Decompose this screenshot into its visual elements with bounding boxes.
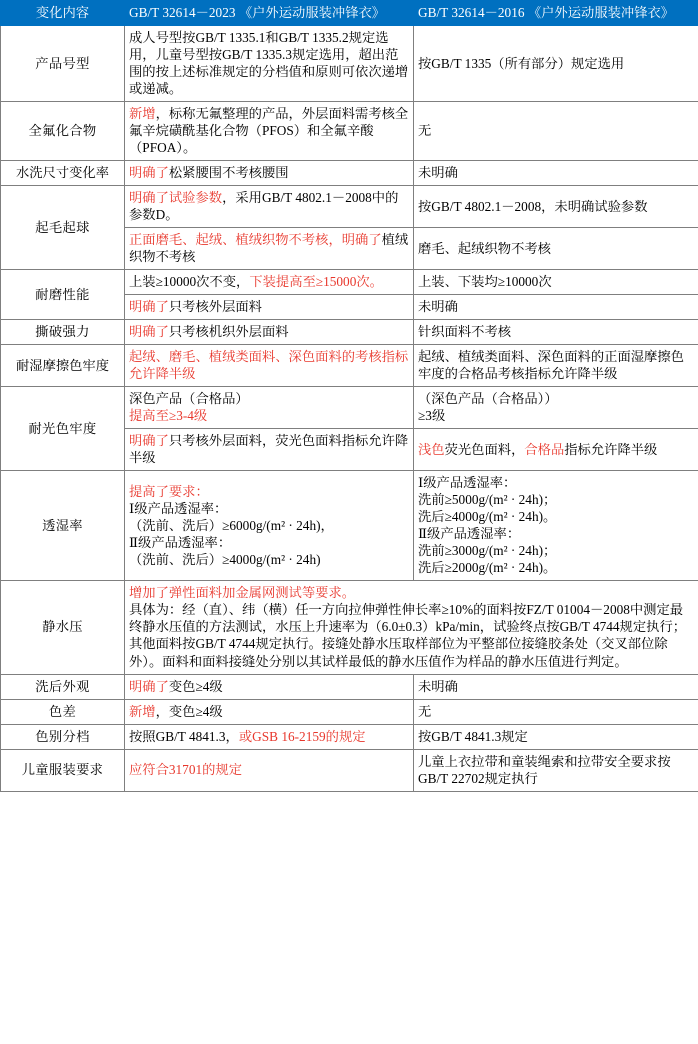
cell-text: 无 [418, 123, 432, 139]
cell-old-standard [414, 674, 698, 699]
cell-text: 按照GB/T 4841.3， [129, 728, 239, 744]
cell-text: ，采用GB/T 4802.1－2008中的参数D。 [129, 190, 399, 223]
table-row [1, 471, 698, 581]
cell-text: 洗前≥3000g/(m² · 24h)； [418, 543, 557, 559]
header-standard-2023: GB/T 32614－2023 《户外运动服装冲锋衣》 [125, 1, 414, 26]
cell-text: 未明确 [418, 165, 458, 181]
table-row [1, 387, 698, 429]
table-row [1, 320, 698, 345]
highlight-text: 提高至≥3-4级 [129, 408, 208, 424]
cell-text: 只考核外层面料 [168, 299, 262, 315]
highlight-text: 合格品 [524, 441, 565, 457]
cell-old-standard [414, 345, 698, 387]
cell-text: 洗后≥4000g/(m² · 24h)。 [418, 509, 557, 525]
cell-text: 深色产品（合格品） [129, 391, 249, 407]
cell-new-standard [125, 387, 414, 429]
table-row [1, 749, 698, 791]
highlight-text: 新增 [129, 106, 156, 122]
highlight-text: 正面磨毛、起绒、植绒织物不考核，明确了 [129, 232, 382, 248]
cell-text: 具体为：经（直）、纬（横）任一方向拉伸弹性伸长率≥10%的面料按FZ/T 01004－2008中测定最终静水压值的方法测试，水压上升速率为（6.0±0.3）kPa/min，试验终点按GB/T 4744规定执行；其他面料按GB/T 4744规定执行。接缝处静水压取样部位为平整部位接缝胶条处（交叉部位除外）。面料和面料接缝处分别以其试样最低的静水压值作为样品的静水压值进行判定。 [129, 602, 687, 669]
cell-new-standard [125, 345, 414, 387]
cell-text: 变色≥4级 [168, 678, 223, 694]
cell-new-standard [125, 674, 414, 699]
cell-text: （深色产品（合格品）） [418, 391, 558, 407]
cell-new-standard [125, 161, 414, 186]
cell-old-standard [414, 26, 698, 102]
cell-old-standard [414, 228, 698, 270]
cell-text: ，标称无氟整理的产品，外层面料需考核全氟辛烷磺酰基化合物（PFOS）和全氟辛酸（PFOA）。 [129, 106, 409, 156]
highlight-text: 明确了 [129, 324, 169, 340]
cell-old-standard [414, 320, 698, 345]
row-label: 撕破强力 [1, 320, 125, 345]
highlight-text: 浅色 [418, 441, 445, 457]
row-label: 耐湿摩擦色牢度 [1, 345, 125, 387]
table-row [1, 186, 698, 228]
cell-new-standard [125, 186, 414, 228]
row-label: 透湿率 [1, 471, 125, 581]
cell-text: Ⅰ级产品透湿率： [418, 475, 517, 491]
cell-text: Ⅱ级产品透湿率： [129, 534, 232, 550]
highlight-text: 应符合31701的规定 [129, 762, 243, 778]
cell-new-standard [125, 26, 414, 102]
cell-text: 按GB/T 4841.3规定 [418, 728, 528, 744]
cell-text: ≥3级 [418, 408, 446, 424]
cell-text: 洗前≥5000g/(m² · 24h)； [418, 492, 557, 508]
highlight-text: 明确了 [129, 165, 169, 181]
cell-new-standard [125, 699, 414, 724]
highlight-text: 提高了要求： [129, 483, 209, 499]
highlight-text: 起绒、磨毛、植绒类面料、深色面料的考核指标允许降半级 [129, 349, 409, 382]
cell-old-standard [414, 270, 698, 295]
cell-new-standard [125, 429, 414, 471]
cell-text: 儿童上衣拉带和童装绳索和拉带安全要求按GB/T 22702规定执行 [418, 753, 671, 786]
cell-old-standard [414, 724, 698, 749]
cell-new-standard [125, 102, 414, 161]
header-standard-2016: GB/T 32614－2016 《户外运动服装冲锋衣》 [414, 1, 698, 26]
cell-text: 指标允许降半级 [564, 441, 658, 457]
row-label: 产品号型 [1, 26, 125, 102]
cell-new-standard [125, 228, 414, 270]
cell-text: （洗前、洗后）≥6000g/(m² · 24h)， [129, 517, 334, 533]
cell-merged-standard [125, 581, 698, 674]
cell-text: 洗后≥2000g/(m² · 24h)。 [418, 560, 557, 576]
cell-old-standard [414, 387, 698, 429]
highlight-text: 新增 [129, 703, 156, 719]
highlight-text: 明确了 [129, 299, 169, 315]
row-label: 色别分档 [1, 724, 125, 749]
row-label: 耐光色牢度 [1, 387, 125, 471]
highlight-text: 明确了 [129, 433, 169, 449]
cell-old-standard [414, 186, 698, 228]
row-label: 洗后外观 [1, 674, 125, 699]
cell-text: ，变色≥4级 [155, 703, 223, 719]
cell-text: 按GB/T 1335（所有部分）规定选用 [418, 55, 625, 71]
table-row [1, 674, 698, 699]
cell-text: 未明确 [418, 299, 458, 315]
table-row [1, 26, 698, 102]
table-row [1, 270, 698, 295]
cell-new-standard [125, 471, 414, 581]
table-row [1, 345, 698, 387]
cell-text: 针织面料不考核 [418, 324, 512, 340]
row-label: 水洗尺寸变化率 [1, 161, 125, 186]
row-label: 耐磨性能 [1, 270, 125, 320]
table-row [1, 699, 698, 724]
cell-old-standard [414, 429, 698, 471]
row-label: 起毛起球 [1, 186, 125, 270]
cell-text: 只考核机织外层面料 [168, 324, 289, 340]
cell-old-standard [414, 749, 698, 791]
cell-text: 按GB/T 4802.1－2008，未明确试验参数 [418, 198, 648, 214]
cell-text: Ⅱ级产品透湿率： [418, 526, 521, 542]
cell-text: 荧光色面料， [444, 441, 525, 457]
row-label: 儿童服装要求 [1, 749, 125, 791]
row-label: 静水压 [1, 581, 125, 674]
cell-old-standard [414, 471, 698, 581]
cell-text: （洗前、洗后）≥4000g/(m² · 24h) [129, 551, 321, 567]
cell-text: 松紧腰围不考核腰围 [168, 165, 289, 181]
cell-text: 未明确 [418, 678, 458, 694]
cell-text: Ⅰ级产品透湿率： [129, 500, 228, 516]
cell-old-standard [414, 699, 698, 724]
highlight-text: 明确了试验参数 [129, 190, 223, 206]
cell-text: 磨毛、起绒织物不考核 [418, 240, 551, 256]
cell-text: 无 [418, 703, 432, 719]
cell-new-standard [125, 749, 414, 791]
row-label: 色差 [1, 699, 125, 724]
cell-new-standard [125, 270, 414, 295]
highlight-text: 或GSB 16-2159的规定 [238, 728, 366, 744]
cell-text: 只考核外层面料，荧光色面料指标允许降半级 [129, 433, 409, 466]
table-row [1, 161, 698, 186]
cell-new-standard [125, 320, 414, 345]
cell-text: 上装≥10000次不变， [129, 274, 250, 290]
row-label: 全氟化合物 [1, 102, 125, 161]
cell-old-standard [414, 295, 698, 320]
highlight-text: 增加了弹性面料加金属网测试等要求。 [129, 585, 356, 601]
cell-new-standard [125, 295, 414, 320]
table-row [1, 102, 698, 161]
table-header-row [1, 1, 698, 26]
table-row [1, 724, 698, 749]
cell-old-standard [414, 102, 698, 161]
highlight-text: 下装提高至≥15000次。 [249, 274, 383, 290]
table-row [1, 581, 698, 674]
cell-text: 植绒织物不考核 [129, 232, 409, 265]
cell-new-standard [125, 724, 414, 749]
cell-text: 上装、下装均≥10000次 [418, 274, 552, 290]
header-change-content: 变化内容 [1, 1, 125, 26]
cell-text: 成人号型按GB/T 1335.1和GB/T 1335.2规定选用，儿童号型按GB/T 1335.3规定选用，超出范围的按上述标准规定的分档值和原则可依次递增或递减。 [129, 30, 409, 97]
cell-text: 起绒、植绒类面料、深色面料的正面湿摩擦色牢度的合格品考核指标允许降半级 [418, 349, 684, 382]
cell-old-standard [414, 161, 698, 186]
highlight-text: 明确了 [129, 678, 169, 694]
